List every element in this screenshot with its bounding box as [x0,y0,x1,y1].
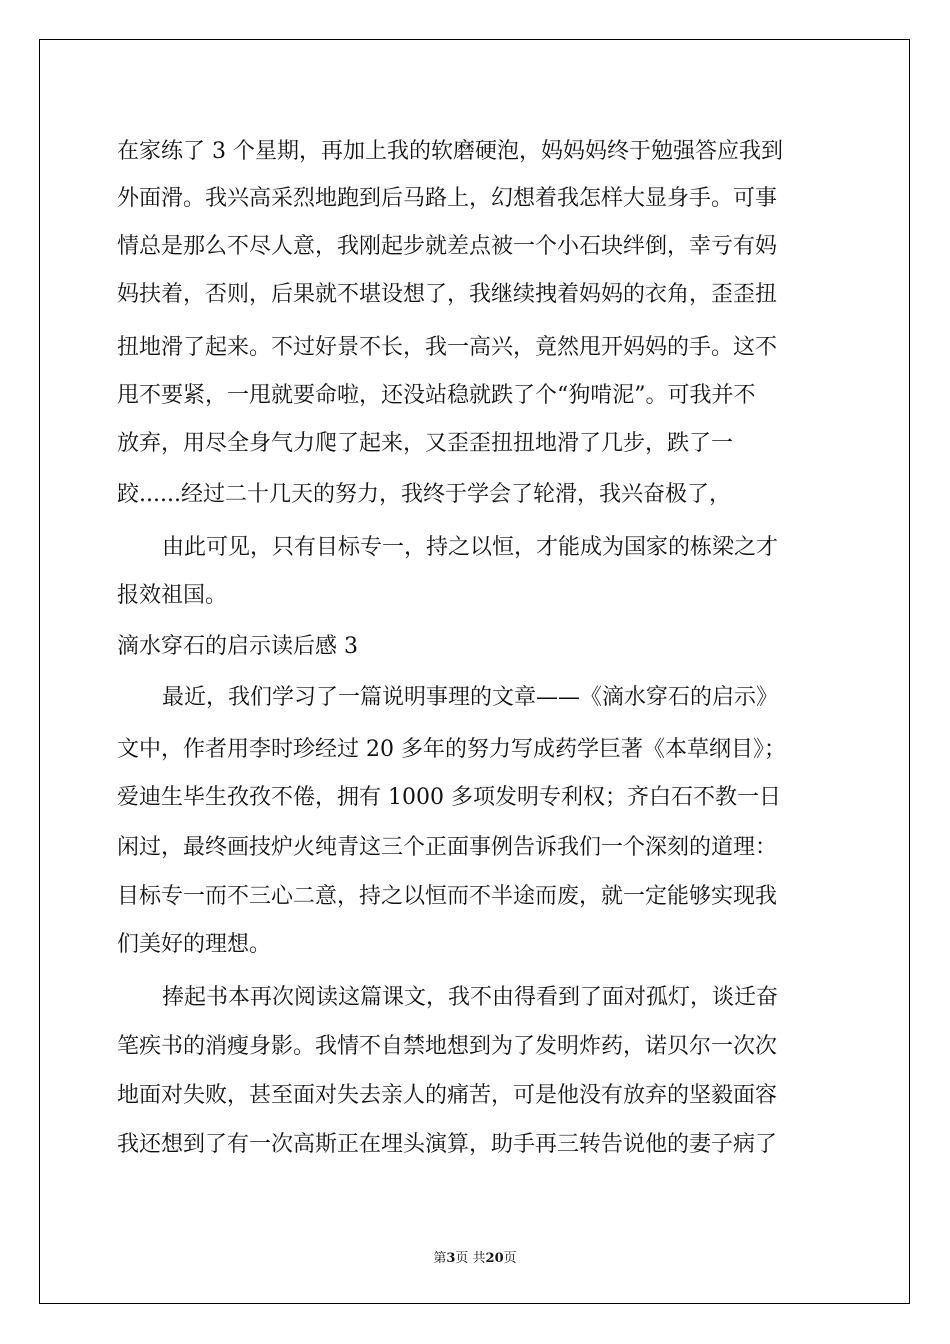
body-line: 扭地滑了起来。不过好景不长，我一高兴，竟然甩开妈妈的手。这不 [117,335,778,360]
body-line: 地面对失败，甚至面对失去亲人的痛苦，可是他没有放弃的坚毅面容 [117,1083,778,1108]
body-line: 我还想到了有一次高斯正在埋头演算，助手再三转告说他的妻子病了 [117,1132,778,1157]
total-pages: 20 [485,1251,504,1266]
body-line: 甩不要紧，一甩就要命啦，还没站稳就跌了个“狗啃泥”。可我并不 [117,383,756,408]
page-footer [0,1247,950,1266]
body-line: 在家练了 3 个星期，再加上我的软磨硬泡，妈妈妈终于勉强答应我到 [117,139,783,164]
current-page-number: 3 [446,1251,456,1266]
body-line: 闲过，最终画技炉火纯青这三个正面事例告诉我们一个深刻的道理： [117,835,778,860]
body-line: 捧起书本再次阅读这篇课文，我不由得看到了面对孤灯，谈迁奋 [162,985,779,1010]
body-line: 文中，作者用李时珍经过 20 多年的努力写成药学巨著《本草纲目》； [117,737,786,762]
body-line: 爱迪生毕生孜孜不倦，拥有 1000 多项发明专利权；齐白石不教一日 [117,785,781,810]
body-line: 笔疾书的消瘦身影。我情不自禁地想到为了发明炸药，诺贝尔一次次 [117,1034,778,1059]
footer-prefix: 第 [433,1251,447,1266]
body-line: 由此可见，只有目标专一，持之以恒，才能成为国家的栋梁之才 [162,535,779,560]
body-line: 情总是那么不尽人意，我刚起步就差点被一个小石块绊倒，幸亏有妈 [117,234,778,259]
page-border [39,39,910,1304]
body-line: 跤......经过二十几天的努力，我终于学会了轮滑，我兴奋极了， [117,482,731,507]
body-line: 报效祖国。 [117,583,228,608]
section-heading: 滴水穿石的启示读后感 3 [117,634,358,659]
footer-mid: 页 共 [455,1251,486,1266]
body-line: 目标专一而不三心二意，持之以恒而不半途而废，就一定能够实现我 [117,884,778,909]
body-line: 外面滑。我兴高采烈地跑到后马路上，幻想着我怎样大显身手。可事 [117,186,778,211]
body-line: 放弃，用尽全身气力爬了起来，又歪歪扭扭地滑了几步，跌了一 [117,431,734,456]
body-line: 们美好的理想。 [117,932,272,957]
body-line: 妈扶着，否则，后果就不堪设想了，我继续拽着妈妈的衣角，歪歪扭 [117,282,778,307]
body-line: 最近，我们学习了一篇说明事理的文章——《滴水穿石的启示》 [162,685,779,710]
footer-suffix: 页 [503,1251,517,1266]
